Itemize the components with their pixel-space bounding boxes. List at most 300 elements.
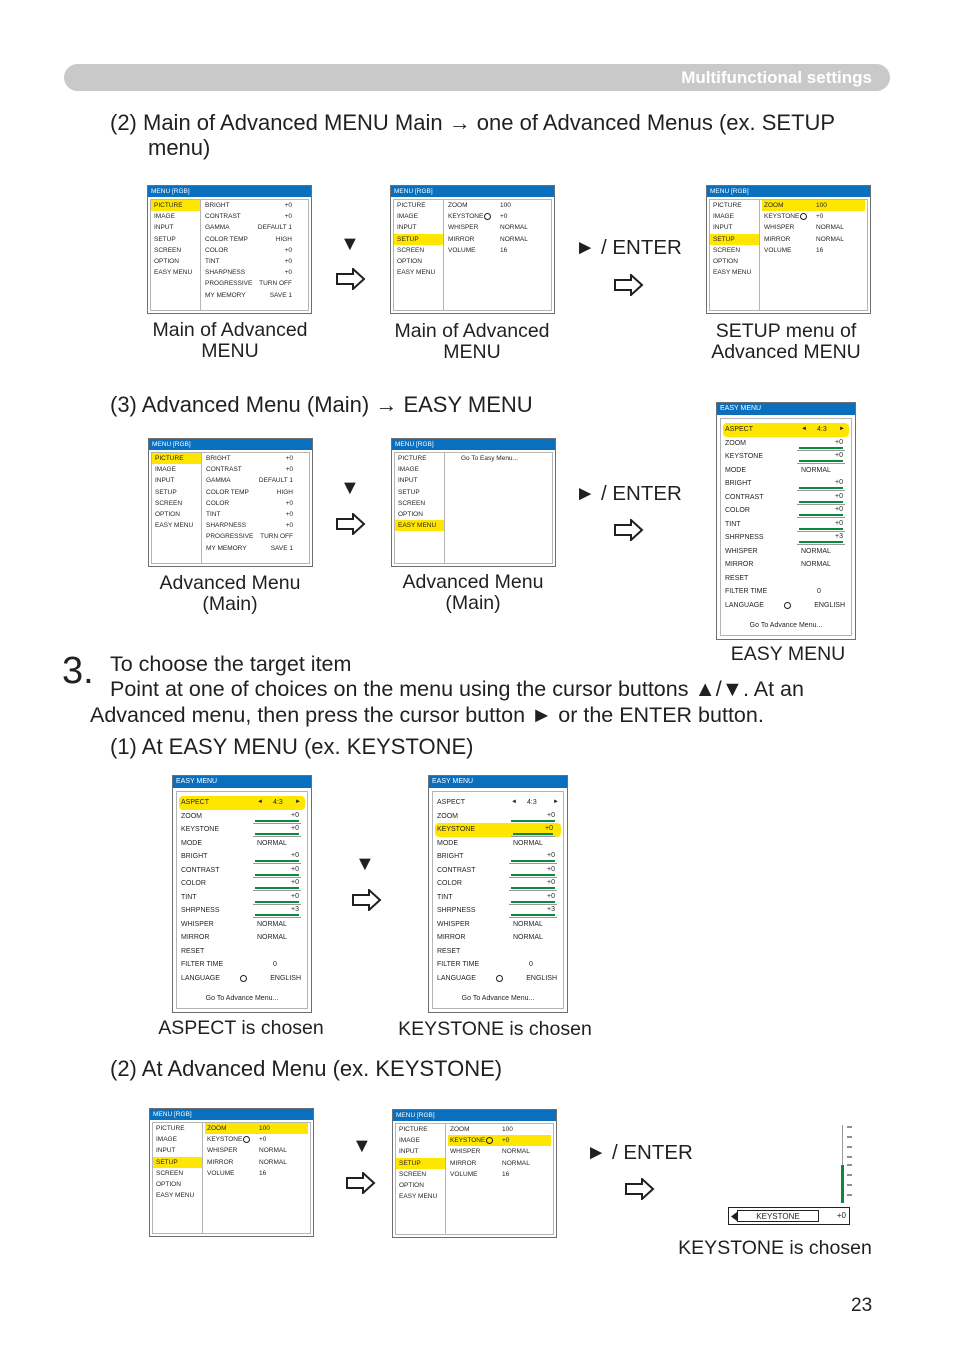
easy-menu-row[interactable] (433, 918, 563, 932)
menu-item[interactable] (203, 256, 306, 267)
menu-item-value: +0 (284, 213, 292, 221)
menu-category-item[interactable]: IMAGE (154, 213, 175, 221)
aspect-value: 4:3 (527, 799, 537, 806)
advance-menu-link[interactable]: Go To Advance Menu... (461, 995, 535, 1002)
menu-category-item[interactable]: IMAGE (156, 1136, 177, 1144)
easy-item-label: MIRROR (437, 934, 466, 941)
menu-item-label: KEYSTONE (207, 1136, 243, 1144)
easy-item-value: +0 (291, 811, 299, 819)
left-triangle-icon[interactable]: ◄ (511, 799, 517, 805)
menu-item-label: MIRROR (448, 235, 475, 243)
menu-item[interactable] (204, 531, 307, 542)
down-key: ▼ (340, 477, 360, 499)
advance-menu-link[interactable]: Go To Advance Menu... (205, 995, 279, 1002)
menu-category-item[interactable]: INPUT (713, 224, 733, 232)
easy-menu-row[interactable] (433, 877, 563, 891)
easy-menu-row[interactable] (177, 945, 307, 959)
menu-category-item[interactable]: PICTURE (399, 1126, 428, 1133)
menu-category-item[interactable]: INPUT (154, 224, 174, 232)
menu-item-label: ZOOM (450, 1126, 470, 1133)
menu-category-item[interactable]: EASY MENU (395, 520, 444, 531)
menu-item-list (762, 200, 865, 256)
keystone-icon (484, 213, 491, 220)
menu-item-label: CONTRAST (205, 213, 241, 221)
caption: KEYSTONE is chosen (678, 1237, 872, 1259)
easy-item-label: KEYSTONE (725, 453, 763, 460)
menu-item-label: SHARPNESS (205, 269, 246, 277)
menu-item-value: +0 (285, 455, 293, 462)
menu-item[interactable] (204, 543, 307, 554)
menu-category-list (152, 453, 202, 563)
menu-item[interactable] (203, 222, 306, 233)
menu-category-item[interactable]: SETUP (710, 234, 759, 245)
easy-item-value: +0 (835, 452, 843, 459)
menu-item-value: 100 (502, 1126, 513, 1133)
menu-category-list (710, 200, 760, 310)
menu-category-item[interactable]: SCREEN (155, 499, 183, 507)
menu-item[interactable] (205, 1134, 308, 1145)
menu-category-item[interactable]: SETUP (155, 488, 177, 496)
menu-category-item[interactable]: SCREEN (156, 1169, 184, 1177)
menu-item-value: DEFAULT 1 (257, 224, 292, 232)
menu-item-value: NORMAL (500, 224, 528, 232)
easy-menu-title: EASY MENU (173, 776, 311, 788)
easy-menu-row[interactable] (435, 823, 561, 837)
menu-category-item[interactable]: OPTION (397, 257, 422, 265)
menu-item-label: BRIGHT (206, 455, 231, 462)
easy-menu-row[interactable] (433, 972, 563, 986)
menu-category-item[interactable]: SCREEN (397, 246, 425, 254)
menu-item-label: COLOR (206, 499, 230, 507)
easy-item-label: RESET (437, 947, 461, 955)
keystone-icon (243, 1136, 250, 1143)
easy-menu-row[interactable] (433, 904, 563, 918)
easy-menu-row[interactable] (721, 545, 851, 559)
section-heading-3: (3) Advanced Menu (Main) → EASY MENU (110, 392, 533, 417)
menu-item-value: NORMAL (816, 235, 844, 243)
menu-item[interactable] (762, 222, 865, 233)
easy-item-value: +0 (835, 479, 843, 486)
menu-item-label: GAMMA (205, 224, 230, 232)
easy-item-value: 0 (273, 961, 277, 968)
menu-item[interactable] (205, 1157, 308, 1168)
setup-menu-keystone (392, 1109, 557, 1238)
easy-item-label: SHRPNESS (725, 534, 764, 541)
right-arrow-icon (614, 274, 644, 296)
easy-item-label: WHISPER (725, 547, 758, 555)
easy-item-label: FILTER TIME (725, 588, 768, 595)
easy-menu-row-aspect[interactable] (179, 796, 305, 810)
caption: SETUP menu of Advanced MENU (711, 320, 861, 363)
menu-item-label: MY MEMORY (206, 544, 247, 552)
menu-category-item[interactable]: OPTION (713, 257, 738, 265)
menu-body (151, 452, 310, 564)
menu-item[interactable] (448, 1169, 551, 1180)
menu-item-value: HIGH (276, 488, 293, 496)
easy-menu-body (720, 418, 852, 636)
menu-item-label: WHISPER (450, 1148, 481, 1156)
left-triangle-icon[interactable]: ◄ (257, 799, 263, 805)
menu-item-label: MIRROR (450, 1159, 477, 1167)
menu-item[interactable] (204, 464, 307, 475)
banner-title: Multifunctional settings (681, 68, 872, 87)
easy-menu-row[interactable] (721, 572, 851, 586)
easy-menu-keystone (428, 775, 568, 1013)
easy-item-value: +0 (547, 879, 555, 886)
menu-item-list (205, 1123, 308, 1179)
menu-category-item[interactable]: PICTURE (151, 200, 200, 211)
menu-item[interactable] (448, 1158, 551, 1169)
enter-key: ► / ENTER (586, 1141, 693, 1164)
menu-category-item[interactable]: SETUP (153, 1157, 202, 1168)
menu-item[interactable] (204, 498, 307, 509)
advance-menu-link[interactable]: Go To Advance Menu... (749, 622, 823, 629)
right-triangle-icon[interactable]: ► (553, 799, 559, 805)
menu-title-bar: MENU [RGB] (707, 186, 870, 197)
menu-item[interactable] (762, 234, 865, 245)
menu-item-value: 100 (500, 202, 511, 209)
menu-category-item[interactable]: PICTURE (152, 453, 201, 464)
menu-item[interactable] (204, 475, 307, 486)
menu-category-item[interactable]: SCREEN (398, 499, 426, 507)
easy-menu-row[interactable] (721, 599, 851, 613)
keystone-scale (838, 1125, 852, 1205)
menu-item-value: 16 (816, 246, 824, 254)
menu-item[interactable] (205, 1168, 308, 1179)
menu-item-value: 16 (259, 1169, 267, 1177)
menu-category-item[interactable]: EASY MENU (155, 522, 194, 530)
easy-menu-row[interactable] (177, 958, 307, 972)
down-key: ▼ (340, 233, 360, 255)
menu-title-bar: MENU [RGB] (393, 1110, 556, 1121)
menu-category-item[interactable]: EASY MENU (154, 269, 193, 277)
easy-item-label: CONTRAST (725, 493, 764, 501)
menu-item[interactable] (203, 200, 306, 211)
easy-menu-row[interactable] (721, 464, 851, 478)
menu-category-item[interactable]: PICTURE (398, 455, 427, 462)
aspect-label: ASPECT (725, 426, 754, 433)
keystone-icon (486, 1137, 493, 1144)
menu-item[interactable] (203, 267, 306, 278)
easy-item-value: NORMAL (257, 839, 287, 847)
menu-item-label: MIRROR (207, 1158, 234, 1166)
menu-item-label: KEYSTONE (450, 1137, 486, 1145)
menu-item-value: +0 (259, 1136, 267, 1144)
menu-item[interactable] (448, 1146, 551, 1157)
menu-item-label: VOLUME (450, 1170, 478, 1178)
easy-menu-aspect (172, 775, 312, 1013)
menu-category-item[interactable]: OPTION (154, 257, 179, 265)
easy-item-label: TINT (181, 893, 197, 901)
menu-item[interactable] (446, 245, 549, 256)
easy-menu (716, 402, 856, 640)
menu-item-label: ZOOM (207, 1125, 227, 1132)
menu-category-item[interactable]: SCREEN (154, 246, 182, 254)
menu-item[interactable] (446, 200, 549, 211)
easy-item-value: +0 (547, 852, 555, 859)
menu-category-item[interactable]: INPUT (156, 1147, 176, 1155)
aspect-value: 4:3 (817, 426, 827, 433)
easy-item-label: KEYSTONE (181, 826, 219, 833)
easy-menu-row[interactable] (177, 850, 307, 864)
easy-menu-row[interactable] (177, 904, 307, 918)
menu-item-label: BRIGHT (205, 202, 230, 209)
right-triangle-icon[interactable]: ► (295, 799, 301, 805)
menu-category-item[interactable]: OPTION (156, 1180, 181, 1188)
menu-category-item[interactable]: SETUP (154, 235, 176, 243)
easy-menu-row[interactable] (721, 531, 851, 545)
easy-item-value: ENGLISH (526, 974, 557, 982)
menu-item-value: 100 (259, 1125, 270, 1132)
menu-item-value: +0 (285, 522, 293, 530)
language-icon (240, 975, 247, 982)
easy-menu-row[interactable] (721, 585, 851, 599)
menu-title-bar: MENU [RGB] (149, 439, 312, 450)
menu-item-label: ZOOM (448, 202, 468, 209)
easy-menu-link[interactable]: Go To Easy Menu... (461, 455, 518, 462)
easy-item-label: BRIGHT (725, 480, 752, 487)
menu-category-item[interactable]: INPUT (398, 477, 418, 485)
menu-item-value: NORMAL (502, 1148, 530, 1156)
menu-category-item[interactable]: PICTURE (156, 1125, 185, 1132)
menu-category-item[interactable]: EASY MENU (397, 269, 436, 277)
easy-item-value: ENGLISH (270, 974, 301, 982)
menu-category-item[interactable]: SETUP (394, 234, 443, 245)
aspect-label: ASPECT (437, 799, 466, 806)
easy-item-value: +0 (547, 865, 555, 873)
menu-category-list (396, 1124, 446, 1234)
menu-item-label: COLOR TEMP (206, 488, 249, 496)
easy-menu-row[interactable] (433, 958, 563, 972)
menu-category-item[interactable]: PICTURE (397, 202, 426, 209)
menu-item[interactable] (205, 1123, 308, 1134)
menu-item-label: MIRROR (764, 235, 791, 243)
step-text: Point at one of choices on the menu using the cursor buttons ▲/▼. At an (110, 677, 804, 701)
easy-item-label: MODE (437, 839, 458, 847)
menu-item-label: COLOR TEMP (205, 235, 248, 243)
menu-item[interactable] (203, 290, 306, 301)
easy-item-value: +0 (291, 865, 299, 873)
section-banner (64, 64, 890, 91)
menu-item-value: HIGH (275, 235, 292, 243)
easy-menu-row[interactable] (177, 864, 307, 878)
menu-item-label: WHISPER (207, 1147, 238, 1155)
menu-body (709, 199, 868, 311)
menu-item[interactable] (448, 1135, 551, 1146)
easy-menu-body (432, 791, 564, 1009)
menu-item[interactable] (203, 245, 306, 256)
easy-menu-row[interactable] (721, 477, 851, 491)
right-triangle-icon[interactable]: ► (839, 426, 845, 432)
language-icon (784, 602, 791, 609)
menu-item-value: NORMAL (816, 224, 844, 232)
menu-item-label: VOLUME (207, 1169, 235, 1177)
menu-item[interactable] (446, 222, 549, 233)
menu-item-value: +0 (285, 499, 293, 507)
menu-item-value: +0 (284, 202, 292, 209)
menu-body (394, 452, 553, 564)
menu-category-item[interactable]: IMAGE (397, 213, 418, 221)
easy-menu-row[interactable] (721, 450, 851, 464)
easy-menu-row[interactable] (433, 837, 563, 851)
easy-item-label: SHRPNESS (437, 907, 476, 914)
menu-item[interactable] (204, 487, 307, 498)
menu-item-list (447, 453, 550, 464)
easy-menu-row[interactable] (433, 864, 563, 878)
step-number: 3. (62, 650, 94, 692)
menu-item-value: +0 (285, 466, 293, 474)
easy-item-value: +3 (547, 906, 555, 913)
easy-menu-row[interactable] (177, 891, 307, 905)
enter-key: ► / ENTER (575, 482, 682, 505)
menu-item[interactable] (204, 509, 307, 520)
menu-item[interactable] (204, 453, 307, 464)
easy-menu-row[interactable] (721, 437, 851, 451)
easy-menu-row[interactable] (177, 810, 307, 824)
easy-item-value: +0 (547, 811, 555, 819)
right-arrow-icon (346, 1172, 376, 1194)
easy-menu-row[interactable] (177, 823, 307, 837)
easy-item-label: COLOR (725, 507, 750, 514)
right-arrow-icon (336, 268, 366, 290)
menu-category-item[interactable]: IMAGE (398, 466, 419, 474)
menu-item-value: SAVE 1 (269, 291, 292, 299)
menu-item[interactable] (446, 234, 549, 245)
menu-category-item[interactable]: IMAGE (399, 1137, 420, 1145)
menu-item[interactable] (446, 211, 549, 222)
menu-item[interactable] (203, 211, 306, 222)
menu-item-label: VOLUME (448, 246, 476, 254)
easy-item-label: COLOR (181, 880, 206, 887)
menu-body (393, 199, 552, 311)
menu-category-item[interactable]: INPUT (397, 224, 417, 232)
menu-item-value: +0 (500, 213, 508, 221)
easy-item-value: +3 (291, 906, 299, 913)
menu-item-value: DEFAULT 1 (258, 477, 293, 485)
menu-item-label: VOLUME (764, 246, 792, 254)
menu-category-item[interactable]: EASY MENU (156, 1192, 195, 1200)
easy-menu-row[interactable] (433, 945, 563, 959)
easy-item-label: SHRPNESS (181, 907, 220, 914)
easy-menu-row-aspect[interactable] (723, 423, 849, 437)
menu-item-value: NORMAL (259, 1147, 287, 1155)
advanced-menu-main-setup (390, 185, 555, 314)
easy-item-value: NORMAL (257, 934, 287, 941)
easy-menu-row[interactable] (433, 931, 563, 945)
menu-item[interactable] (203, 278, 306, 289)
easy-menu-row[interactable] (721, 518, 851, 532)
easy-item-label: MODE (181, 839, 202, 847)
easy-item-label: MODE (725, 466, 746, 474)
menu-item[interactable] (203, 234, 306, 245)
easy-menu-row[interactable] (177, 837, 307, 851)
easy-item-label: RESET (181, 947, 205, 955)
easy-menu-row[interactable] (177, 877, 307, 891)
keystone-label: KEYSTONE (737, 1210, 819, 1222)
easy-menu-row[interactable] (721, 491, 851, 505)
easy-item-label: MIRROR (181, 934, 210, 941)
easy-menu-row[interactable] (433, 891, 563, 905)
menu-body (150, 199, 309, 311)
easy-menu-row[interactable] (721, 504, 851, 518)
easy-menu-body (176, 791, 308, 1009)
menu-category-item[interactable]: SCREEN (713, 246, 741, 254)
easy-menu-row[interactable] (433, 850, 563, 864)
menu-item[interactable] (762, 211, 865, 222)
menu-item-value: 100 (816, 202, 827, 209)
easy-menu-row-aspect[interactable] (433, 796, 563, 810)
menu-category-item[interactable]: SCREEN (399, 1170, 427, 1178)
menu-category-item[interactable]: IMAGE (155, 466, 176, 474)
easy-menu-row[interactable] (177, 931, 307, 945)
easy-item-label: TINT (725, 520, 741, 528)
easy-item-label: BRIGHT (437, 853, 464, 860)
menu-category-item[interactable]: INPUT (155, 477, 175, 485)
menu-item-label: COLOR (205, 246, 229, 254)
easy-item-label: WHISPER (181, 920, 214, 928)
left-triangle-icon[interactable]: ◄ (801, 426, 807, 432)
easy-item-label: ZOOM (437, 812, 458, 820)
menu-category-item[interactable]: EASY MENU (399, 1193, 438, 1201)
easy-item-label: FILTER TIME (437, 961, 480, 968)
menu-category-item[interactable]: OPTION (398, 510, 423, 518)
easy-menu-row[interactable] (433, 810, 563, 824)
menu-item-label: PROGRESSIVE (205, 280, 253, 288)
menu-category-item[interactable]: IMAGE (713, 213, 734, 221)
easy-item-label: TINT (437, 893, 453, 901)
setup-menu (706, 185, 871, 314)
menu-title-bar: MENU [RGB] (392, 439, 555, 450)
advanced-menu-main (147, 185, 312, 314)
menu-item-value: +0 (502, 1137, 510, 1145)
menu-category-item[interactable]: INPUT (399, 1148, 419, 1156)
easy-menu-row[interactable] (177, 918, 307, 932)
menu-item-label: TINT (205, 257, 220, 265)
easy-item-value: NORMAL (257, 920, 287, 928)
menu-item-label: ZOOM (764, 202, 784, 209)
menu-item[interactable] (205, 1145, 308, 1156)
menu-category-item[interactable]: SETUP (398, 488, 420, 496)
easy-menu-row[interactable] (177, 972, 307, 986)
language-icon (496, 975, 503, 982)
easy-item-label: RESET (725, 574, 749, 582)
menu-item-label: CONTRAST (206, 466, 242, 474)
menu-item-label: KEYSTONE (448, 213, 484, 221)
right-arrow-icon (625, 1178, 655, 1200)
menu-item[interactable] (448, 1124, 551, 1135)
menu-item-label: PROGRESSIVE (206, 533, 254, 541)
easy-menu-row[interactable] (721, 558, 851, 572)
menu-item[interactable] (762, 200, 865, 211)
menu-item[interactable] (204, 520, 307, 531)
easy-item-value: +0 (835, 506, 843, 513)
menu-category-item[interactable]: OPTION (399, 1181, 424, 1189)
menu-item[interactable] (762, 245, 865, 256)
easy-item-label: LANGUAGE (725, 601, 764, 609)
easy-item-value: 0 (817, 588, 821, 595)
menu-item-label: TINT (206, 510, 221, 518)
menu-category-item[interactable]: OPTION (155, 510, 180, 518)
menu-category-item[interactable]: EASY MENU (713, 269, 752, 277)
keystone-adjust-bar[interactable] (728, 1207, 850, 1225)
menu-category-item[interactable]: SETUP (396, 1158, 445, 1169)
menu-item-value: 16 (500, 246, 508, 254)
menu-category-item[interactable]: PICTURE (713, 202, 742, 209)
easy-item-value: +0 (835, 519, 843, 527)
easy-item-label: FILTER TIME (181, 961, 224, 968)
menu-item-value: NORMAL (259, 1158, 287, 1166)
menu-item-list (448, 1124, 551, 1180)
